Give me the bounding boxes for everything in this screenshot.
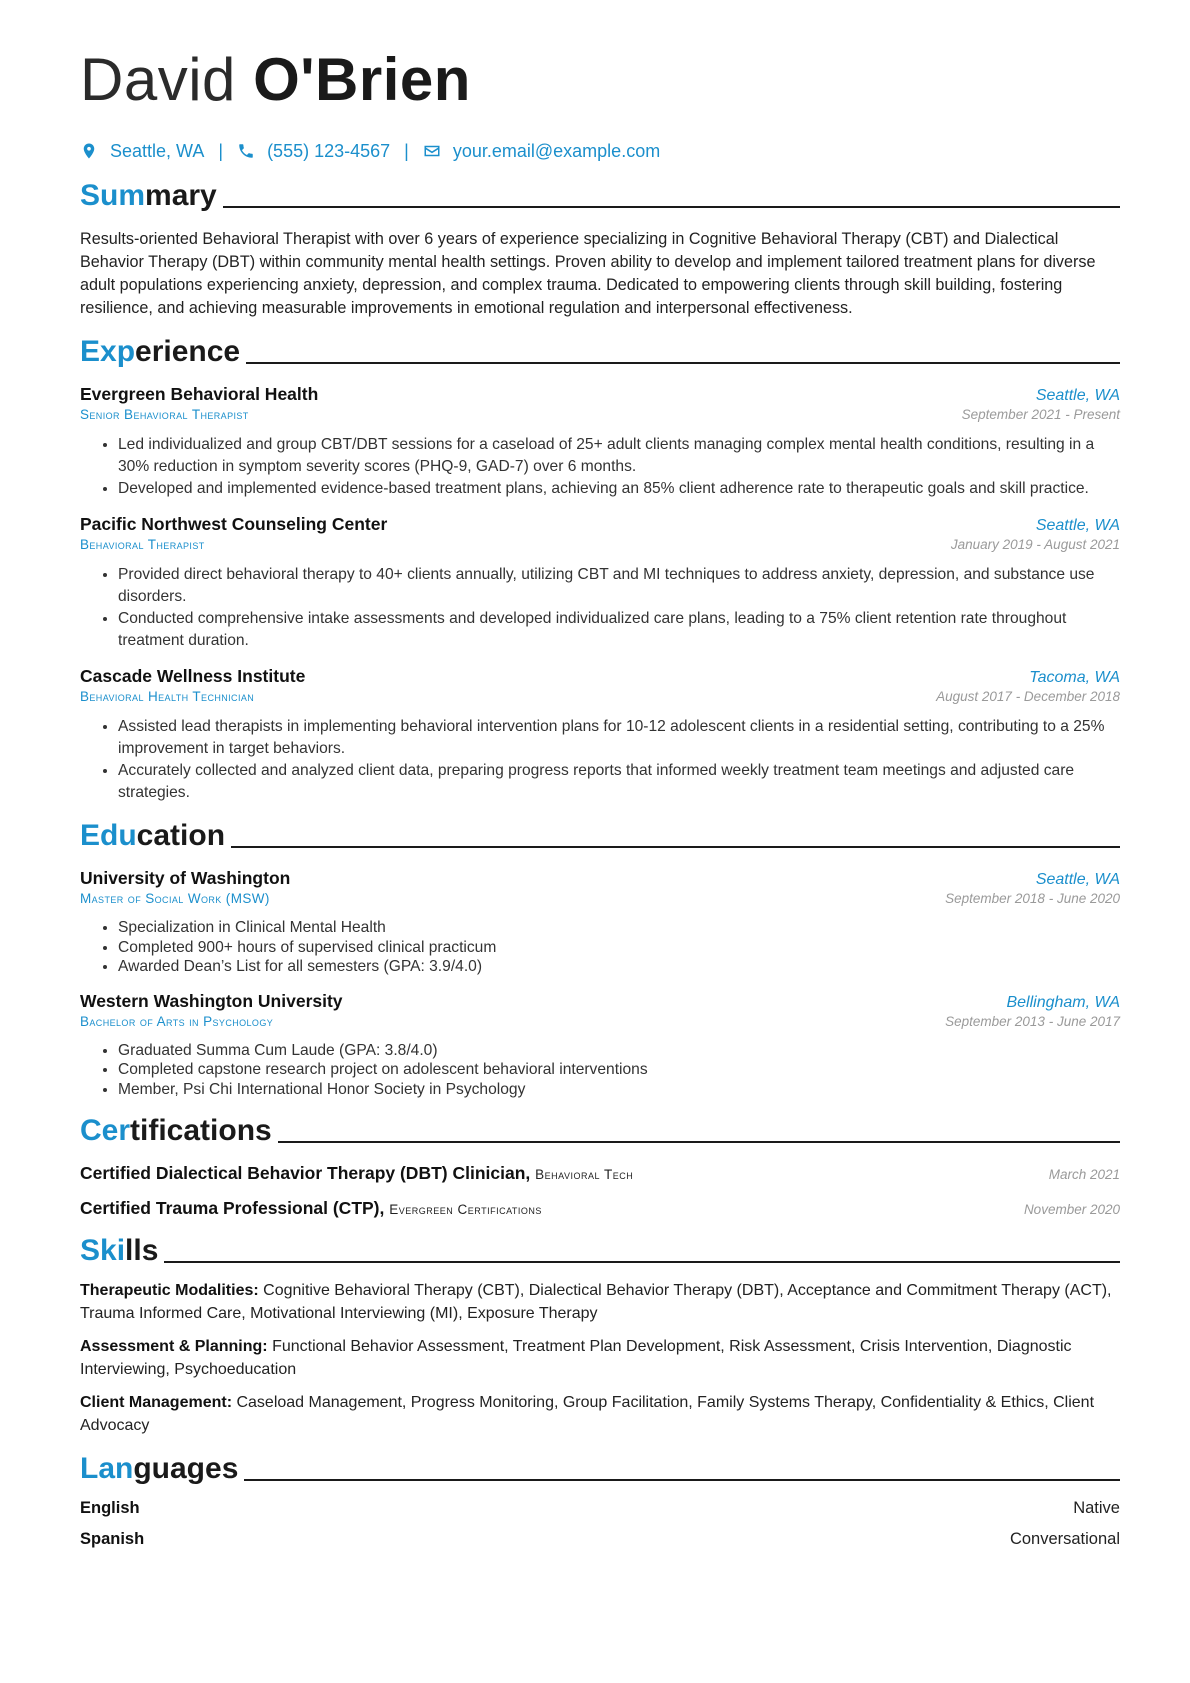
education-entry (80, 868, 1120, 977)
cert-issuer: Behavioral Tech (535, 1167, 634, 1182)
title-highlight: Ski (80, 1234, 126, 1267)
bullet-list (80, 434, 1120, 500)
certification-entry: Certified Dialectical Behavior Therapy (DBT) Clinician, Behavioral Tech March 2021 (80, 1163, 1120, 1183)
cert-issuer: Evergreen Certifications (389, 1202, 542, 1217)
bullet-list (80, 918, 1120, 977)
certifications-section (80, 1109, 1120, 1219)
section-title (80, 1233, 158, 1269)
list-item: • Assisted lead therapists in implementing behavioral intervention plans for 10-12 adolescent clients in a residential setting, contributing to a 25% improvement in target behaviors. (118, 716, 1120, 760)
phone-text[interactable]: (555) 123-4567 (267, 140, 391, 161)
entry-date: August 2017 - December 2018 (936, 689, 1120, 704)
education-section (80, 814, 1120, 1099)
experience-entry (80, 666, 1120, 804)
certification-entry: Certified Trauma Professional (CTP), Evergreen Certifications November 2020 (80, 1198, 1120, 1218)
entry-date: September 2013 - June 2017 (945, 1013, 1120, 1029)
list-item: • Specialization in Clinical Mental Health (118, 918, 1120, 938)
section-rule (244, 1479, 1120, 1481)
last-name: O'Brien (253, 46, 471, 113)
list-item: • Member, Psi Chi International Honor Society in Psychology (118, 1080, 1120, 1100)
skill-label: Client Management: (80, 1394, 233, 1411)
entry-date: November 2020 (1023, 1202, 1120, 1217)
title-rest: tifications (130, 1114, 272, 1147)
bullet-list (80, 1041, 1120, 1100)
summary-text: Results-oriented Behavioral Therapist with over 6 years of experience specializing in Cognitive Behavioral Therapy (CBT) and Dialectical Behavior Therapy (DBT) within community mental health settings. Proven ability to develop and implement tailored treatment plans for diverse adult populations experiencing anxiety, depression, and complex trauma. Dedicated to empowering clients through skill building, fostering resilience, and achieving measurable improvements in emotional regulation and interpersonal effectiveness. (80, 230, 1096, 317)
section-heading (80, 174, 1120, 214)
section-rule (246, 362, 1120, 364)
list-item: • Developed and implemented evidence-based treatment plans, achieving an 85% client adherence rate to therapeutic goals and skill practice. (118, 478, 1120, 500)
list-item: • Conducted comprehensive intake assessments and developed individualized care plans, leading to a 75% client retention rate throughout treatment duration. (118, 608, 1120, 652)
contact-bar (80, 138, 1120, 164)
contact-email[interactable] (423, 141, 660, 162)
title-highlight: Cer (80, 1114, 131, 1147)
list-item: • Led individualized and group CBT/DBT sessions for a caseload of 25+ adult clients managing complex mental health conditions, resulting in a 30% reduction in symptom severity scores (PHQ-9, GAD-7) over 6 months. (118, 434, 1120, 478)
school-name: University of Washington (80, 868, 291, 888)
section-title (80, 334, 240, 370)
languages-section (80, 1447, 1120, 1549)
skill-text: Cognitive Behavioral Therapy (CBT), Dialectical Behavior Therapy (DBT), Acceptance and Commitment Therapy (ACT), Trauma Informed Care, Motivational Interviewing (MI), Exposure Therapy (80, 1282, 1112, 1322)
section-rule (223, 206, 1120, 208)
language-entry (80, 1499, 1120, 1518)
title-rest: cation (136, 819, 226, 852)
entry-date: March 2021 (1048, 1167, 1120, 1182)
experience-entry (80, 384, 1120, 500)
section-heading (80, 1447, 1120, 1487)
location-text: Seattle, WA (110, 140, 205, 161)
section-heading (80, 1229, 1120, 1269)
title-rest: guages (133, 1452, 239, 1485)
section-heading (80, 1109, 1120, 1149)
first-name: David (80, 46, 236, 113)
skill-text: Functional Behavior Assessment, Treatment Plan Development, Risk Assessment, Crisis Intervention, Diagnostic Interviewing, Psychoeducation (80, 1338, 1072, 1378)
skill-text: Caseload Management, Progress Monitoring, Group Facilitation, Family Systems Therapy, Confidentiality & Ethics, Client Advocacy (80, 1394, 1095, 1434)
entry-date: September 2018 - June 2020 (945, 891, 1120, 906)
entry-location: Seattle, WA (1035, 517, 1120, 534)
experience-entry (80, 514, 1120, 652)
candidate-name (80, 40, 1120, 120)
resume-page (80, 40, 1120, 1549)
role-title: Behavioral Health Technician (80, 689, 255, 704)
role-title: Behavioral Therapist (80, 537, 205, 552)
list-item: • Completed 900+ hours of supervised clinical practicum (118, 938, 1120, 958)
section-rule (164, 1261, 1120, 1263)
education-entry (80, 991, 1120, 1100)
skill-group (80, 1279, 1120, 1325)
section-title (80, 178, 217, 214)
phone-icon (237, 142, 255, 160)
title-rest: lls (125, 1234, 159, 1267)
org-name: Cascade Wellness Institute (80, 666, 306, 686)
title-rest: erience (135, 335, 241, 368)
school-name: Western Washington University (80, 990, 343, 1011)
language-entry (80, 1530, 1120, 1549)
title-rest: mary (145, 179, 217, 212)
section-heading (80, 814, 1120, 854)
skill-group (80, 1335, 1120, 1381)
degree-title: Master of Social Work (MSW) (80, 891, 270, 906)
list-item: • Accurately collected and analyzed client data, preparing progress reports that informed weekly treatment team meetings and adjusted care strategies. (118, 760, 1120, 804)
section-rule (278, 1141, 1120, 1143)
language-name: English (80, 1499, 140, 1517)
summary-section (80, 174, 1120, 320)
cert-name: Certified Dialectical Behavior Therapy (DBT) Clinician (80, 1163, 526, 1183)
skill-group (80, 1391, 1120, 1437)
skill-label: Therapeutic Modalities: (80, 1282, 259, 1299)
contact-separator: | (218, 140, 224, 161)
language-level: Native (1073, 1499, 1120, 1517)
contact-separator: | (404, 140, 409, 161)
skills-section (80, 1229, 1120, 1437)
language-name: Spanish (80, 1530, 145, 1548)
title-highlight: Sum (80, 179, 146, 212)
entry-date: January 2019 - August 2021 (950, 537, 1120, 552)
list-item: • Completed capstone research project on adolescent behavioral interventions (118, 1060, 1120, 1080)
contact-location (80, 141, 204, 162)
bullet-list (80, 564, 1120, 652)
list-item: • Graduated Summa Cum Laude (GPA: 3.8/4.0) (118, 1041, 1120, 1061)
section-title (80, 1113, 272, 1149)
email-link[interactable]: your.email@example.com (452, 140, 661, 161)
role-title: Senior Behavioral Therapist (80, 407, 249, 422)
org-name: Evergreen Behavioral Health (80, 384, 319, 404)
title-highlight: Lan (80, 1452, 134, 1485)
skill-label: Assessment & Planning: (80, 1338, 268, 1355)
envelope-icon (423, 142, 441, 160)
contact-phone[interactable] (237, 141, 390, 162)
title-highlight: Exp (80, 335, 136, 368)
language-level: Conversational (1009, 1530, 1120, 1548)
section-rule (231, 846, 1120, 848)
cert-name: Certified Trauma Professional (CTP) (80, 1198, 380, 1218)
org-name: Pacific Northwest Counseling Center (80, 514, 388, 534)
entry-date: September 2021 - Present (961, 407, 1120, 422)
title-highlight: Edu (80, 819, 137, 852)
entry-location: Tacoma, WA (1029, 669, 1120, 686)
entry-location: Seattle, WA (1035, 387, 1120, 404)
map-pin-icon (80, 142, 98, 160)
entry-location: Bellingham, WA (1006, 993, 1120, 1011)
section-title (80, 818, 225, 854)
entry-location: Seattle, WA (1035, 871, 1120, 888)
bullet-list (80, 716, 1120, 804)
degree-title: Bachelor of Arts in Psychology (80, 1013, 274, 1029)
section-heading (80, 330, 1120, 370)
list-item: • Awarded Dean’s List for all semesters (GPA: 3.9/4.0) (118, 957, 1120, 977)
list-item: • Provided direct behavioral therapy to 40+ clients annually, utilizing CBT and MI techniques to address anxiety, depression, and substance use disorders. (118, 564, 1120, 608)
section-title (80, 1451, 238, 1487)
experience-section (80, 330, 1120, 804)
